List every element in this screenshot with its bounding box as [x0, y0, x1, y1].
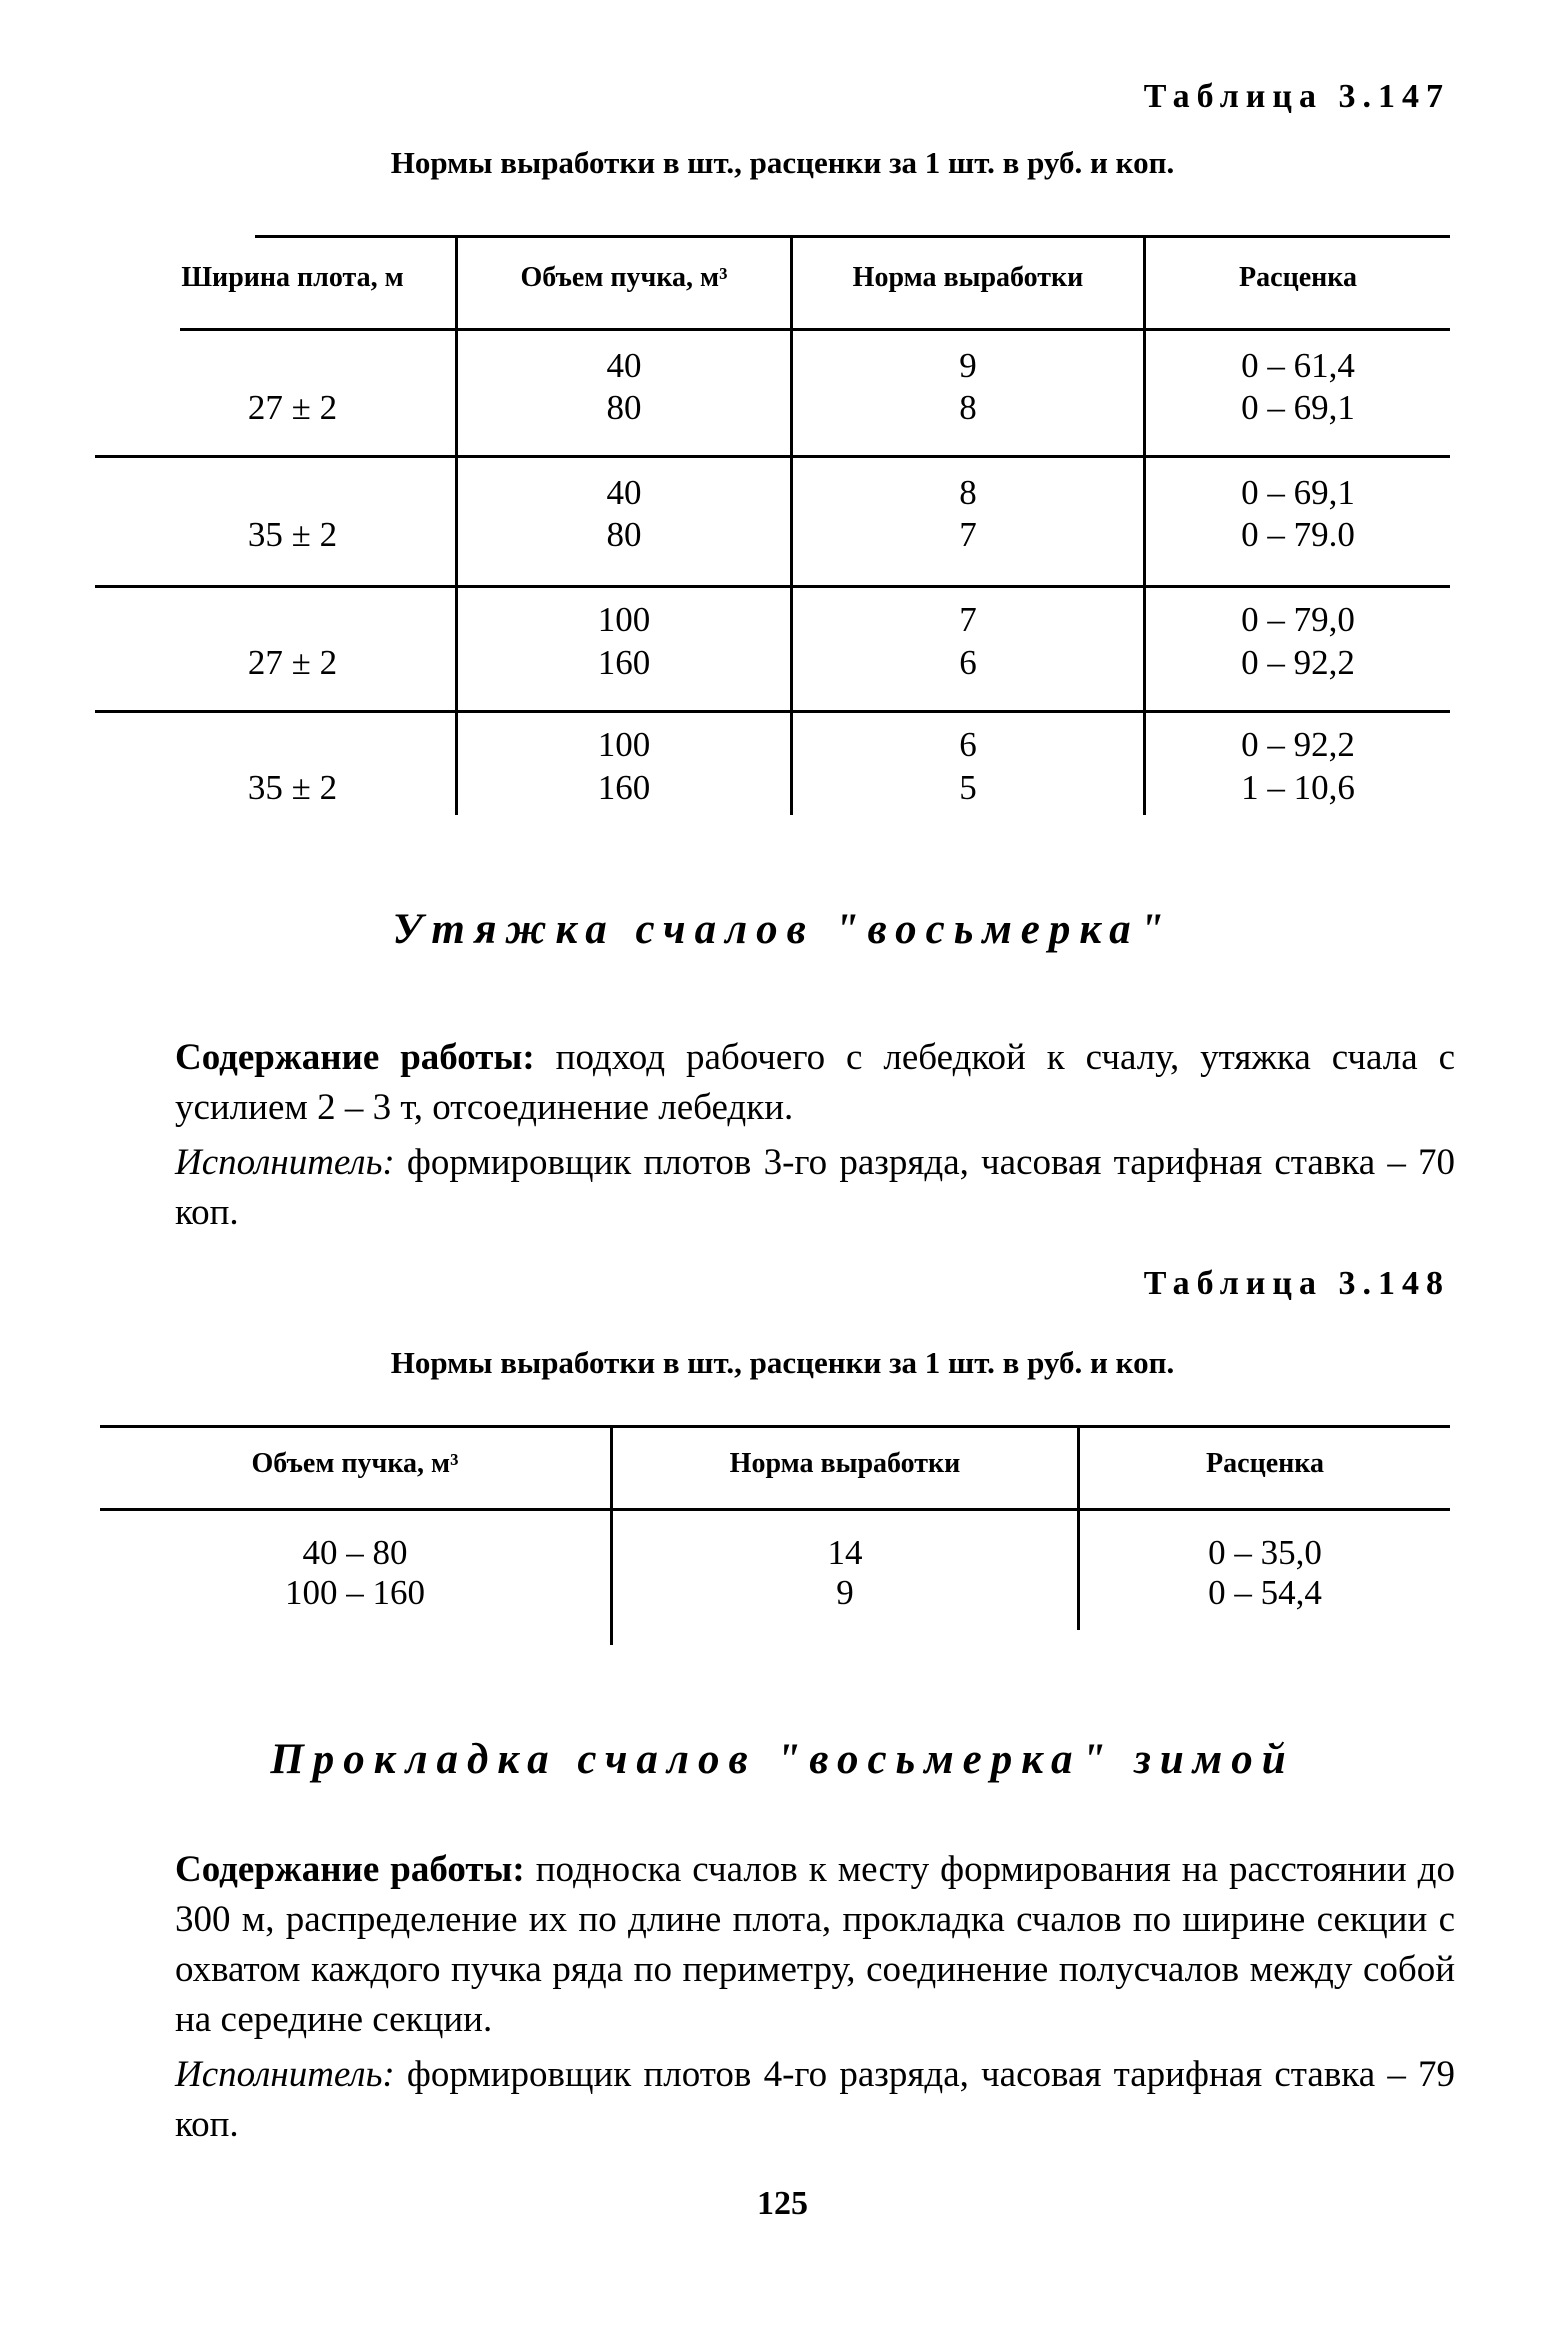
cell-rate: 0 – 79.0 [1241, 515, 1355, 554]
performer-text: формировщик плотов 4-го разряда, часовая тарифная ставка – 79 коп. [175, 2054, 1455, 2145]
cell-volume: 40 – 80 [302, 1533, 408, 1572]
cell-rate: 0 – 54,4 [1208, 1573, 1322, 1612]
content-label: Содержание работы: [175, 1037, 535, 1078]
header-volume: Объем пучка, м³ [520, 262, 728, 293]
cell-width: 27 ± 2 [247, 388, 338, 427]
cell-norm: 8 [959, 388, 977, 427]
cell-norm: 9 [959, 346, 977, 385]
header-norm: Норма выработки [729, 1448, 961, 1479]
cell-width: 27 ± 2 [247, 643, 338, 682]
content-label: Содержание работы: [175, 1849, 525, 1890]
content-text: подноска счалов к месту формирования на расстоянии до 300 м, распределение их по длине плота, прокладка счалов по ширине секции с охватом каждого пучка ряда по периметру, соединение полусчалов между собой на середине секции. [175, 1849, 1455, 2040]
performer-text: формировщик плотов 3-го разряда, часовая тарифная ставка – 70 коп. [175, 1142, 1455, 1233]
table-rule [255, 235, 1450, 238]
header-norm: Норма выработки [852, 262, 1084, 293]
table-rule [95, 455, 1450, 458]
cell-volume: 100 [597, 725, 651, 764]
cell-norm: 7 [959, 515, 977, 554]
cell-width: 35 ± 2 [247, 768, 338, 807]
table-rule [95, 585, 1450, 588]
section-heading: Утяжка счалов "восьмерка" [392, 906, 1173, 953]
cell-norm: 6 [959, 725, 977, 764]
cell-rate: 0 – 92,2 [1241, 725, 1355, 764]
cell-volume: 100 – 160 [285, 1573, 425, 1612]
cell-norm: 8 [959, 473, 977, 512]
cell-volume: 40 [606, 473, 642, 512]
cell-volume: 160 [597, 643, 651, 682]
work-content-paragraph [175, 1033, 1455, 1133]
content-text: подход рабочего с лебедкой к счалу, утяжка счала с усилием 2 – 3 т, отсоединение лебедки. [175, 1037, 1456, 1128]
cell-rate: 0 – 92,2 [1241, 643, 1355, 682]
table-rule [100, 1425, 1450, 1428]
table-caption: Нормы выработки в шт., расценки за 1 шт. в руб. и коп. [390, 145, 1175, 180]
cell-norm: 5 [959, 768, 977, 807]
cell-rate: 1 – 10,6 [1241, 768, 1355, 807]
performer-paragraph [175, 2050, 1455, 2150]
cell-norm: 7 [959, 600, 977, 639]
cell-volume: 160 [597, 768, 651, 807]
header-rate: Расценка [1239, 262, 1357, 293]
work-content-paragraph [175, 1845, 1455, 2045]
table-label: Таблица 3.148 [1143, 1265, 1450, 1302]
cell-volume: 80 [606, 515, 642, 554]
table-caption: Нормы выработки в шт., расценки за 1 шт. в руб. и коп. [390, 1345, 1175, 1380]
cell-volume: 80 [606, 388, 642, 427]
cell-norm: 9 [836, 1573, 854, 1612]
header-volume: Объем пучка, м³ [251, 1448, 459, 1479]
cell-volume: 40 [606, 346, 642, 385]
table-rule [100, 1508, 1450, 1511]
header-width: Ширина плота, м [181, 262, 404, 293]
cell-rate: 0 – 69,1 [1241, 388, 1355, 427]
performer-paragraph [175, 1138, 1455, 1238]
table-label: Таблица 3.147 [1143, 78, 1450, 115]
cell-rate: 0 – 79,0 [1241, 600, 1355, 639]
cell-norm: 6 [959, 643, 977, 682]
table-rule [180, 328, 1450, 331]
performer-label: Исполнитель: [175, 2054, 395, 2095]
cell-rate: 0 – 35,0 [1208, 1533, 1322, 1572]
section-heading: Прокладка счалов "восьмерка" зимой [270, 1736, 1295, 1783]
table-rule [95, 710, 1450, 713]
cell-width: 35 ± 2 [247, 515, 338, 554]
page-number: 125 [757, 2185, 808, 2222]
cell-norm: 14 [827, 1533, 863, 1572]
cell-rate: 0 – 69,1 [1241, 473, 1355, 512]
cell-rate: 0 – 61,4 [1241, 346, 1355, 385]
performer-label: Исполнитель: [175, 1142, 395, 1183]
cell-volume: 100 [597, 600, 651, 639]
header-rate: Расценка [1206, 1448, 1324, 1479]
